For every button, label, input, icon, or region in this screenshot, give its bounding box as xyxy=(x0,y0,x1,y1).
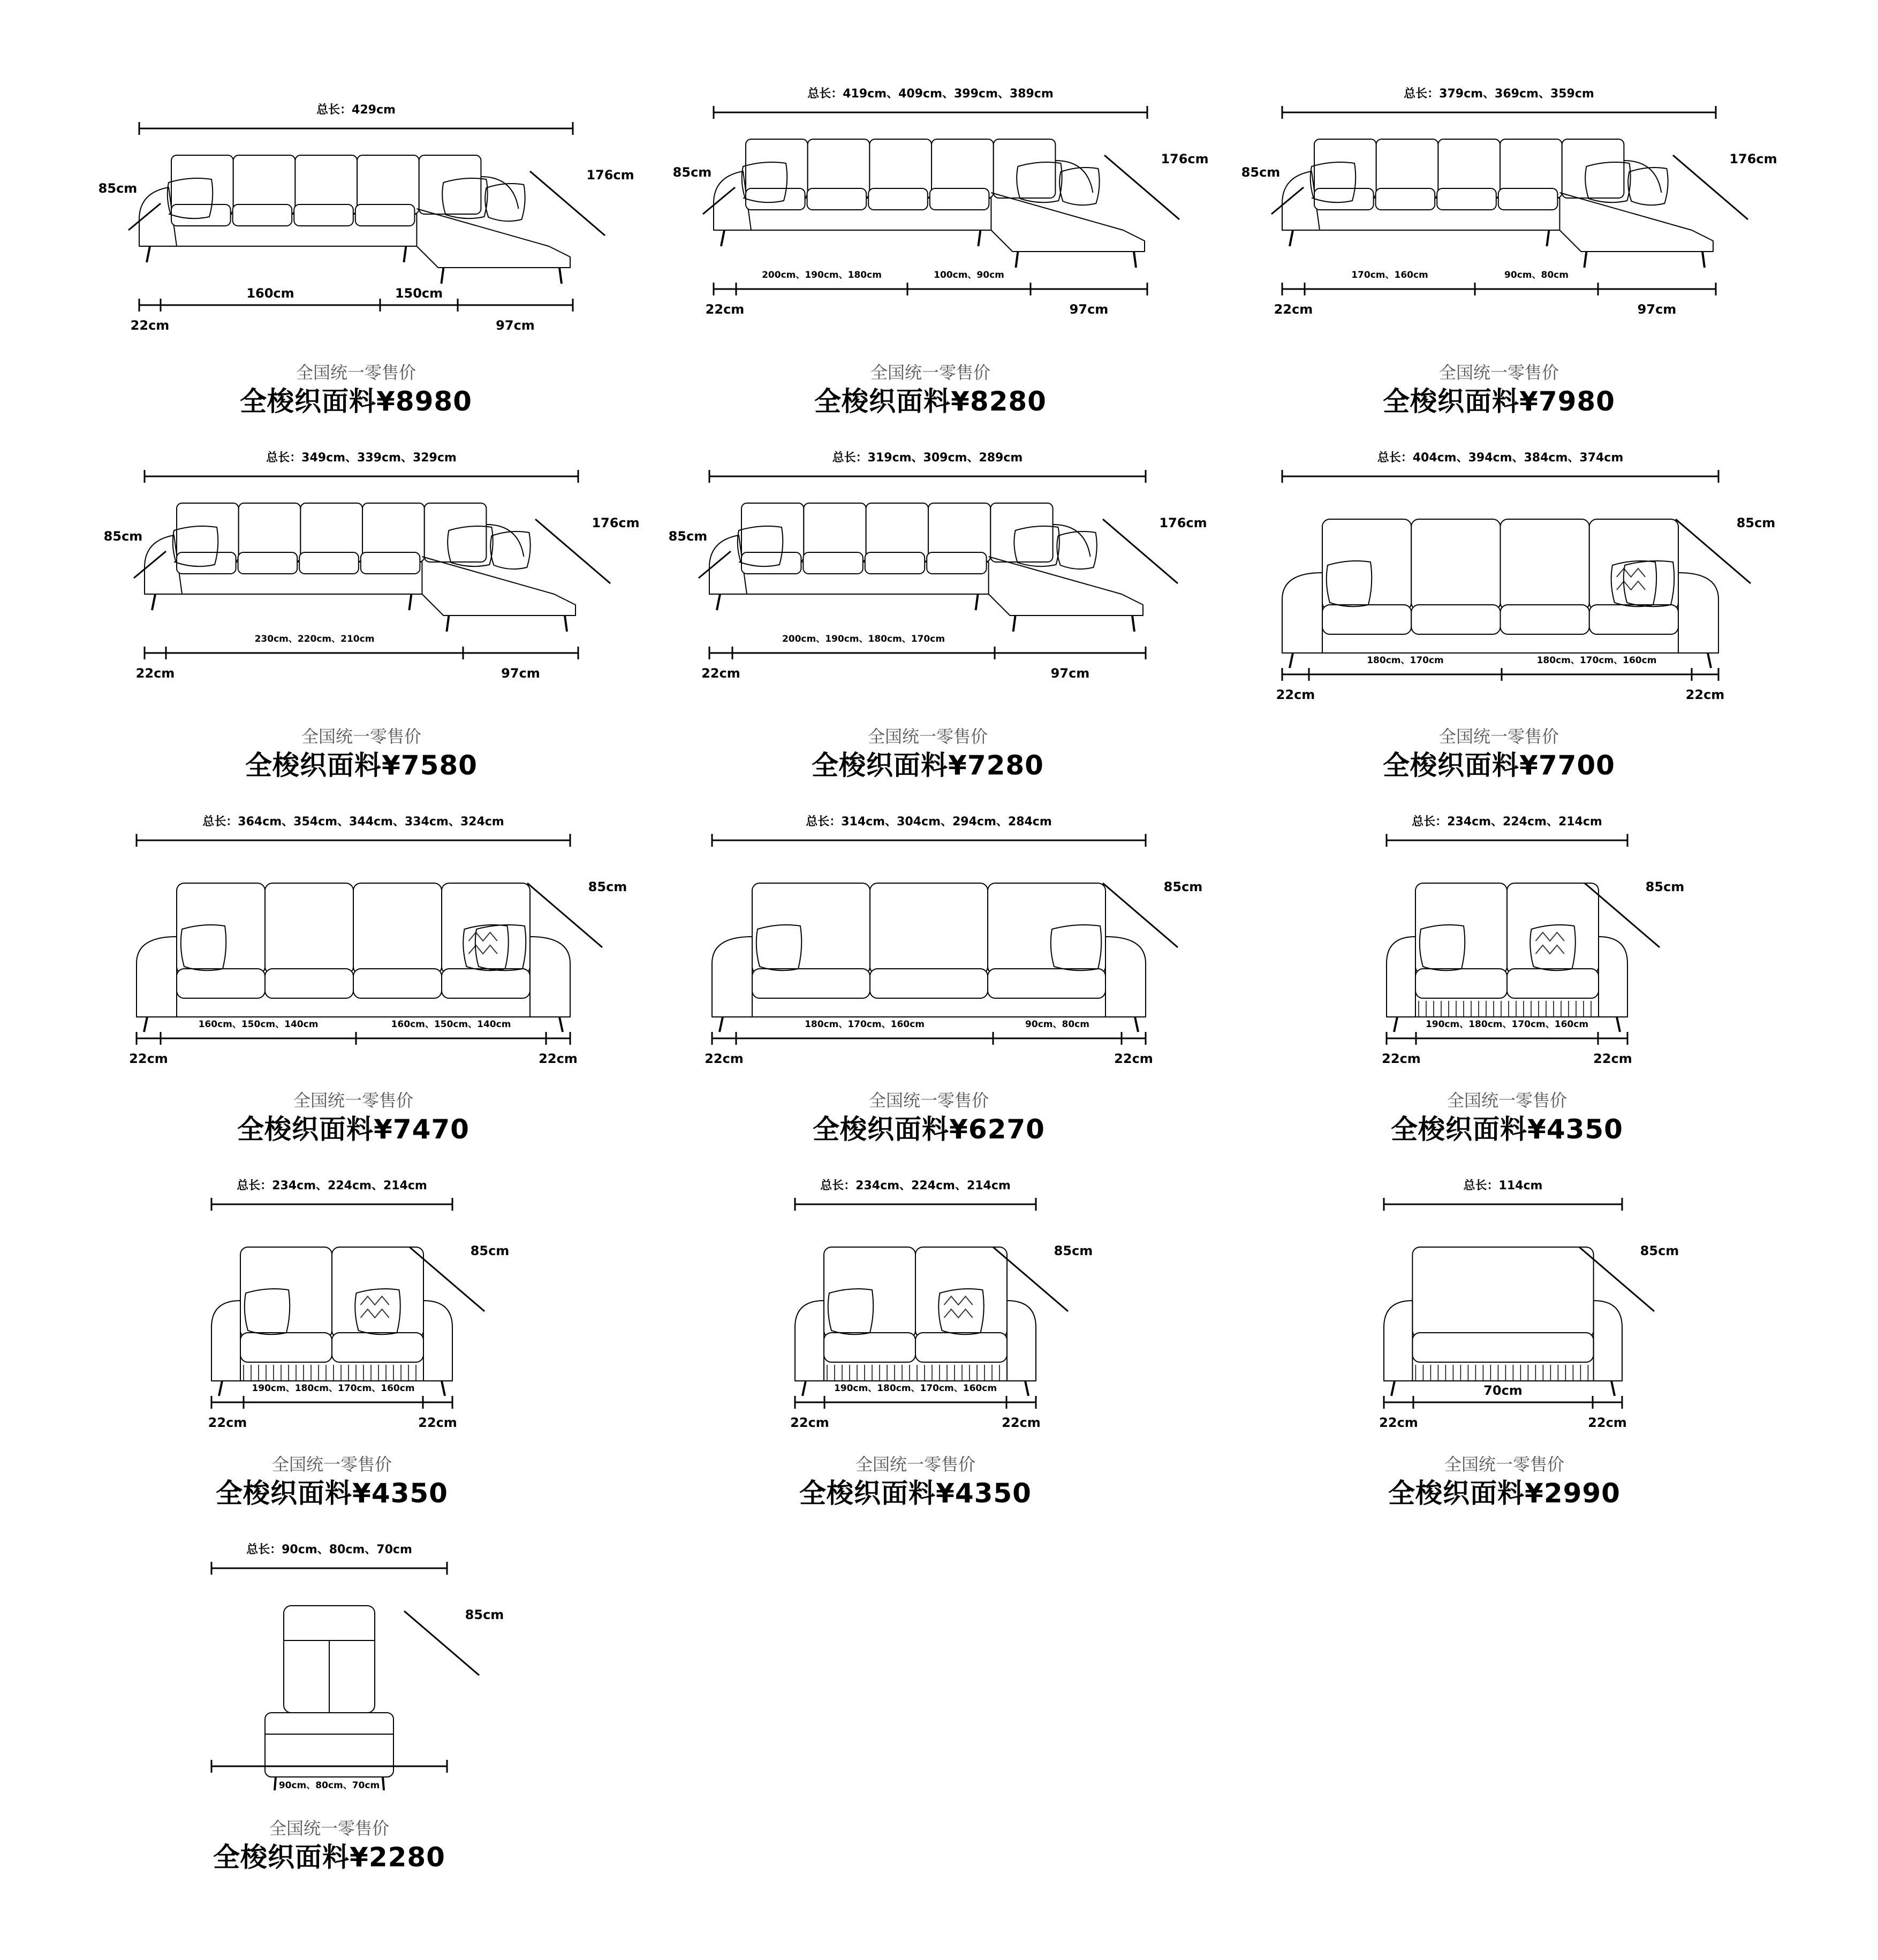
total-length-label: 总长：349cm、339cm、329cm xyxy=(266,451,457,465)
segment-label: 22cm xyxy=(1114,1051,1153,1066)
price-value: 全梭织面料¥7580 xyxy=(245,750,478,781)
price-caption: 全国统一零售价 xyxy=(293,1090,414,1111)
segment-label: 97cm xyxy=(501,666,540,681)
segment-label: 230cm、220cm、210cm xyxy=(254,634,375,644)
price-caption: 全国统一零售价 xyxy=(1444,1454,1565,1475)
segment-label: 22cm xyxy=(1593,1051,1632,1066)
price-caption: 全国统一零售价 xyxy=(296,362,417,383)
segment-label: 160cm、150cm、140cm xyxy=(391,1019,511,1030)
depth-label: 176cm xyxy=(1159,515,1207,530)
segment-label: 97cm xyxy=(1069,302,1109,317)
segment-label: 160cm、150cm、140cm xyxy=(198,1019,319,1030)
height-label: 85cm xyxy=(98,181,138,196)
total-length-label: 总长：364cm、354cm、344cm、334cm、324cm xyxy=(202,815,504,829)
height-label: 85cm xyxy=(672,165,712,180)
depth-label: 85cm xyxy=(1163,879,1203,894)
price-value: 全梭织面料¥8980 xyxy=(240,386,472,417)
price-value: 全梭织面料¥4350 xyxy=(1391,1114,1623,1145)
segment-label: 190cm、180cm、170cm、160cm xyxy=(252,1383,415,1394)
segment-label: 22cm xyxy=(1685,687,1725,702)
segment-label: 97cm xyxy=(496,318,535,333)
price-value: 全梭织面料¥2990 xyxy=(1388,1478,1620,1509)
segment-label: 180cm、170cm、160cm xyxy=(1536,655,1657,666)
total-length-label: 总长：234cm、224cm、214cm xyxy=(820,1179,1011,1192)
seat-block xyxy=(265,1713,393,1777)
price-caption: 全国统一零售价 xyxy=(1438,726,1559,747)
price-caption: 全国统一零售价 xyxy=(301,726,422,747)
height-label: 85cm xyxy=(668,529,708,544)
depth-label: 85cm xyxy=(1054,1243,1093,1258)
depth-label: 176cm xyxy=(586,168,634,183)
depth-label: 85cm xyxy=(470,1243,510,1258)
price-caption: 全国统一零售价 xyxy=(855,1454,976,1475)
segment-label: 150cm xyxy=(395,286,443,301)
price-caption: 全国统一零售价 xyxy=(868,1090,989,1111)
price-value: 全梭织面料¥7470 xyxy=(237,1114,470,1145)
depth-label: 85cm xyxy=(465,1607,504,1622)
segment-label: 70cm xyxy=(1483,1383,1523,1398)
price-caption: 全国统一零售价 xyxy=(1447,1090,1567,1111)
segment-label: 190cm、180cm、170cm、160cm xyxy=(834,1383,997,1394)
depth-label: 85cm xyxy=(1640,1243,1679,1258)
total-length-label: 总长：419cm、409cm、399cm、389cm xyxy=(807,87,1054,101)
segment-label: 180cm、170cm、160cm xyxy=(805,1019,925,1030)
total-length-label: 总长：234cm、224cm、214cm xyxy=(237,1179,427,1192)
segment-label: 22cm xyxy=(705,1051,744,1066)
total-length-label: 总长：404cm、394cm、384cm、374cm xyxy=(1377,451,1624,465)
sofa-leg xyxy=(275,1777,276,1790)
depth-label: 85cm xyxy=(1645,879,1685,894)
price-value: 全梭织面料¥6270 xyxy=(813,1114,1045,1145)
height-label: 85cm xyxy=(1241,165,1281,180)
price-value: 全梭织面料¥4350 xyxy=(216,1478,448,1509)
height-label: 85cm xyxy=(103,529,143,544)
segment-label: 200cm、190cm、180cm、170cm xyxy=(782,634,945,644)
segment-label: 22cm xyxy=(129,1051,168,1066)
price-value: 全梭织面料¥7700 xyxy=(1383,750,1615,781)
segment-label: 160cm xyxy=(246,286,294,301)
price-caption: 全国统一零售价 xyxy=(867,726,988,747)
total-length-label: 总长：429cm xyxy=(316,103,396,117)
price-value: 全梭织面料¥7280 xyxy=(812,750,1044,781)
total-length-label: 总长：114cm xyxy=(1463,1179,1543,1192)
price-caption: 全国统一零售价 xyxy=(870,362,991,383)
total-length-label: 总长：234cm、224cm、214cm xyxy=(1412,815,1602,829)
segment-label: 22cm xyxy=(1382,1051,1421,1066)
segment-label: 22cm xyxy=(1276,687,1315,702)
depth-label: 176cm xyxy=(592,515,640,530)
sofa-leg xyxy=(383,1777,384,1790)
segment-label: 190cm、180cm、170cm、160cm xyxy=(1425,1019,1589,1030)
depth-label: 176cm xyxy=(1729,151,1777,166)
segment-label: 22cm xyxy=(1002,1415,1041,1430)
total-length-label: 总长：90cm、80cm、70cm xyxy=(246,1543,412,1556)
segment-label: 90cm、80cm xyxy=(1504,270,1569,280)
price-caption: 全国统一零售价 xyxy=(1438,362,1559,383)
segment-label: 100cm、90cm xyxy=(934,270,1004,280)
segment-label: 200cm、190cm、180cm xyxy=(762,270,882,280)
segment-label: 22cm xyxy=(539,1051,578,1066)
segment-label: 22cm xyxy=(418,1415,457,1430)
segment-label: 22cm xyxy=(1379,1415,1418,1430)
total-length-label: 总长：379cm、369cm、359cm xyxy=(1404,87,1594,101)
segment-label: 22cm xyxy=(1274,302,1313,317)
price-caption: 全国统一零售价 xyxy=(269,1818,390,1839)
price-value: 全梭织面料¥2280 xyxy=(213,1842,445,1873)
total-length-label: 总长：314cm、304cm、294cm、284cm xyxy=(806,815,1052,829)
segment-label: 90cm、80cm、70cm xyxy=(278,1780,380,1791)
total-length-label: 总长：319cm、309cm、289cm xyxy=(832,451,1023,465)
segment-label: 22cm xyxy=(1588,1415,1627,1430)
segment-label: 90cm、80cm xyxy=(1025,1019,1089,1030)
price-value: 全梭织面料¥8280 xyxy=(814,386,1047,417)
segment-label: 22cm xyxy=(135,666,175,681)
depth-label: 85cm xyxy=(1736,515,1776,530)
segment-label: 97cm xyxy=(1637,302,1677,317)
segment-label: 22cm xyxy=(705,302,745,317)
price-caption: 全国统一零售价 xyxy=(271,1454,392,1475)
depth-label: 176cm xyxy=(1161,151,1209,166)
segment-label: 180cm、170cm xyxy=(1367,655,1444,666)
price-value: 全梭织面料¥4350 xyxy=(799,1478,1032,1509)
depth-label: 85cm xyxy=(588,879,627,894)
segment-label: 170cm、160cm xyxy=(1351,270,1428,280)
segment-label: 22cm xyxy=(701,666,740,681)
segment-label: 22cm xyxy=(130,318,170,333)
segment-label: 97cm xyxy=(1050,666,1090,681)
segment-label: 22cm xyxy=(790,1415,829,1430)
price-value: 全梭织面料¥7980 xyxy=(1383,386,1615,417)
segment-label: 22cm xyxy=(208,1415,247,1430)
